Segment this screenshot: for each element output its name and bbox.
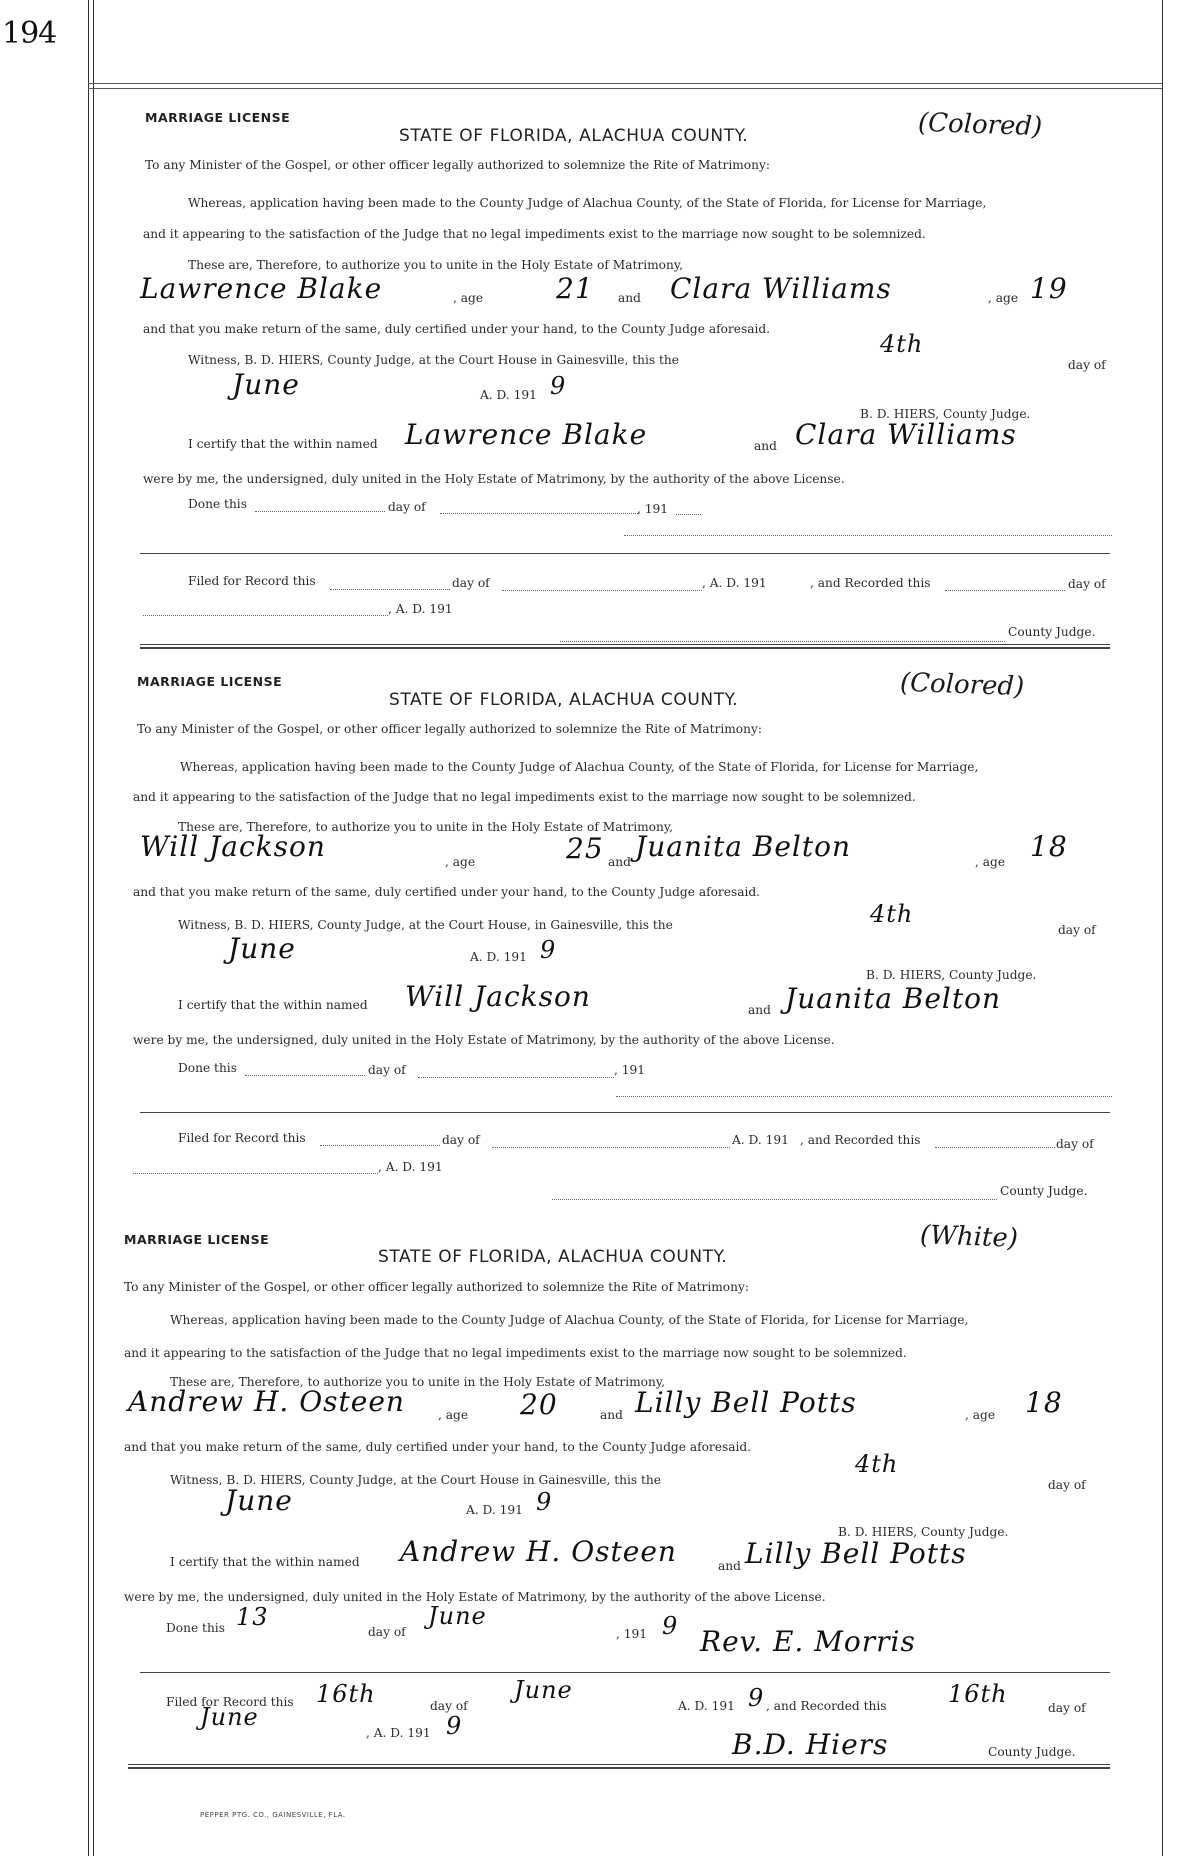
day-of-label: day of <box>1058 923 1096 937</box>
these-are-text: These are, Therefore, to authorize you to unite in the Holy Estate of Matrimony, <box>170 1375 665 1389</box>
certify-groom: Will Jackson <box>405 980 591 1013</box>
united-text: were by me, the undersigned, duly united in the Holy Estate of Matrimony, by the authority of the above License. <box>124 1590 826 1604</box>
bride-age: 18 <box>1025 1386 1063 1419</box>
judge-sign-line <box>552 1199 997 1200</box>
done-year-line <box>676 514 701 515</box>
recorded-year-digit: 9 <box>446 1712 463 1740</box>
county-judge-label: County Judge. <box>1000 1184 1088 1198</box>
united-text: were by me, the undersigned, duly united in the Holy Estate of Matrimony, by the authority of the above License. <box>133 1033 835 1047</box>
top-rule-2 <box>88 88 1162 89</box>
right-margin-line <box>1162 0 1163 1856</box>
section-divider <box>140 1672 1110 1673</box>
filed-label: Filed for Record this <box>166 1695 294 1709</box>
age-label: , age <box>438 1408 469 1422</box>
done-this-label: Done this <box>188 497 247 511</box>
return-text: and that you make return of the same, duly certified under your hand, to the County Judge aforesaid. <box>143 322 771 336</box>
day-of-label: day of <box>442 1133 480 1147</box>
done-month-line <box>418 1077 614 1078</box>
day-of-label: day of <box>1048 1701 1086 1715</box>
and-label: and <box>754 439 777 453</box>
appearing-text: and it appearing to the satisfaction of the Judge that no legal impediments exist to the marriage now sought to be solemnized. <box>133 790 916 804</box>
to-any-minister: To any Minister of the Gospel, or other officer legally authorized to solemnize the Rite of Matrimony: <box>137 722 762 736</box>
license-label: MARRIAGE LICENSE <box>124 1232 270 1247</box>
ad-label: A. D. 191 <box>480 388 537 402</box>
recorded-month-line <box>133 1173 378 1174</box>
issue-month: June <box>225 1484 293 1517</box>
state-title: STATE OF FLORIDA, ALACHUA COUNTY. <box>399 126 749 146</box>
groom-name: Will Jackson <box>140 830 326 863</box>
and-label: and <box>718 1559 741 1573</box>
state-title: STATE OF FLORIDA, ALACHUA COUNTY. <box>389 690 739 710</box>
done-year-digit: 9 <box>662 1612 679 1640</box>
recorded-label: , and Recorded this <box>766 1699 887 1713</box>
done-month-line <box>440 513 638 514</box>
issue-month: June <box>228 932 296 965</box>
state-title: STATE OF FLORIDA, ALACHUA COUNTY. <box>378 1247 728 1267</box>
united-text: were by me, the undersigned, duly united in the Holy Estate of Matrimony, by the authority of the above License. <box>143 472 845 486</box>
race-note: (Colored) <box>899 667 1025 703</box>
appearing-text: and it appearing to the satisfaction of the Judge that no legal impediments exist to the marriage now sought to be solemnized. <box>143 227 926 241</box>
witness-text: Witness, B. D. HIERS, County Judge, at the Court House in Gainesville, this the <box>188 353 679 367</box>
ad-label: A. D. 191 <box>466 1503 523 1517</box>
bride-name: Clara Williams <box>670 272 892 305</box>
county-judge-label: County Judge. <box>1008 625 1096 639</box>
year-label: , 191 <box>637 502 669 516</box>
license-divider <box>140 644 1110 649</box>
whereas-text: Whereas, application having been made to the County Judge of Alachua County, of the State of Florida, for License for Marriage, <box>188 196 987 210</box>
recorded-month: June <box>200 1703 259 1731</box>
ad-label: A. D. 191 <box>732 1133 789 1147</box>
filed-month-line <box>492 1147 730 1148</box>
issue-day: 4th <box>870 900 914 928</box>
recorded-day-line <box>945 590 1065 591</box>
day-of-label: day of <box>1068 577 1106 591</box>
certify-bride: Juanita Belton <box>785 982 1002 1015</box>
officiant-signature: Rev. E. Morris <box>700 1625 916 1658</box>
day-of-label: day of <box>452 576 490 590</box>
bottom-divider <box>128 1764 1110 1769</box>
top-rule <box>88 83 1162 84</box>
appearing-text: and it appearing to the satisfaction of the Judge that no legal impediments exist to the marriage now sought to be solemnized. <box>124 1346 907 1360</box>
recorded-label: , and Recorded this <box>810 576 931 590</box>
recorded-month-line <box>143 615 388 616</box>
certify-text: I certify that the within named <box>170 1555 360 1569</box>
left-margin-line <box>88 0 89 1856</box>
age-label: , age <box>445 855 476 869</box>
filed-day-line <box>320 1145 440 1146</box>
race-note: (White) <box>919 1220 1019 1254</box>
recorded-day: 16th <box>948 1680 1008 1708</box>
groom-age: 21 <box>556 272 594 305</box>
return-text: and that you make return of the same, duly certified under your hand, to the County Judge aforesaid. <box>133 885 761 899</box>
and-label: and <box>618 291 641 305</box>
year-label: , 191 <box>614 1063 646 1077</box>
to-any-minister: To any Minister of the Gospel, or other officer legally authorized to solemnize the Rite of Matrimony: <box>145 158 770 172</box>
bride-name: Lilly Bell Potts <box>635 1386 857 1419</box>
issue-year-digit: 9 <box>550 372 567 400</box>
witness-text: Witness, B. D. HIERS, County Judge, at the Court House in Gainesville, this the <box>170 1473 661 1487</box>
year-label: , 191 <box>616 1627 648 1641</box>
done-day: 13 <box>236 1603 269 1631</box>
judge-signature-line: B. D. HIERS, County Judge. <box>838 1525 1009 1539</box>
to-any-minister: To any Minister of the Gospel, or other officer legally authorized to solemnize the Rite of Matrimony: <box>124 1280 749 1294</box>
done-this-label: Done this <box>178 1061 237 1075</box>
filed-day: 16th <box>316 1680 376 1708</box>
groom-name: Andrew H. Osteen <box>128 1385 405 1418</box>
groom-age: 20 <box>520 1388 558 1421</box>
whereas-text: Whereas, application having been made to the County Judge of Alachua County, of the State of Florida, for License for Marriage, <box>180 760 979 774</box>
section-divider <box>140 1112 1110 1113</box>
groom-name: Lawrence Blake <box>140 272 383 305</box>
certify-text: I certify that the within named <box>178 998 368 1012</box>
groom-age: 25 <box>566 832 604 865</box>
ad-label: , A. D. 191 <box>388 602 453 616</box>
day-of-label: day of <box>368 1625 406 1639</box>
witness-text: Witness, B. D. HIERS, County Judge, at the Court House, in Gainesville, this the <box>178 918 673 932</box>
judge-sign-line <box>560 641 1005 642</box>
left-margin-line-2 <box>93 0 94 1856</box>
bride-name: Juanita Belton <box>635 830 852 863</box>
ad-label: A. D. 191 <box>678 1699 735 1713</box>
printer-credit: PEPPER PTG. CO., GAINESVILLE, FLA. <box>200 1811 346 1819</box>
done-month: June <box>428 1602 487 1630</box>
judge-signature-line: B. D. HIERS, County Judge. <box>866 968 1037 982</box>
day-of-label: day of <box>1048 1478 1086 1492</box>
age-label: , age <box>965 1408 996 1422</box>
filed-month-line <box>502 590 702 591</box>
officiant-line <box>624 535 1112 536</box>
and-label: and <box>748 1003 771 1017</box>
day-of-label: day of <box>430 1699 468 1713</box>
county-judge-label: County Judge. <box>988 1745 1076 1759</box>
section-divider <box>140 553 1110 554</box>
age-label: , age <box>975 855 1006 869</box>
done-this-label: Done this <box>166 1621 225 1635</box>
whereas-text: Whereas, application having been made to the County Judge of Alachua County, of the State of Florida, for License for Marriage, <box>170 1313 969 1327</box>
officiant-line <box>616 1096 1112 1097</box>
ad-label: , A. D. 191 <box>366 1726 431 1740</box>
these-are-text: These are, Therefore, to authorize you to unite in the Holy Estate of Matrimony, <box>188 258 683 272</box>
certify-bride: Lilly Bell Potts <box>745 1537 967 1570</box>
filed-year-digit: 9 <box>748 1684 765 1712</box>
day-of-label: day of <box>1068 358 1106 372</box>
page-number: 194 <box>2 16 57 51</box>
certify-bride: Clara Williams <box>795 418 1017 451</box>
certify-groom: Andrew H. Osteen <box>400 1535 677 1568</box>
day-of-label: day of <box>368 1063 406 1077</box>
judge-signature-line: B. D. HIERS, County Judge. <box>860 407 1031 421</box>
judge-signature: B.D. Hiers <box>732 1728 889 1761</box>
bride-age: 18 <box>1030 830 1068 863</box>
filed-month: June <box>514 1676 573 1704</box>
race-note: (Colored) <box>917 107 1043 143</box>
bride-age: 19 <box>1030 272 1068 305</box>
recorded-label: , and Recorded this <box>800 1133 921 1147</box>
filed-day-line <box>330 589 450 590</box>
these-are-text: These are, Therefore, to authorize you to unite in the Holy Estate of Matrimony, <box>178 820 673 834</box>
ad-label: , A. D. 191 <box>702 576 767 590</box>
done-day-line <box>255 511 385 512</box>
license-label: MARRIAGE LICENSE <box>137 674 283 689</box>
filed-label: Filed for Record this <box>178 1131 306 1145</box>
return-text: and that you make return of the same, duly certified under your hand, to the County Judge aforesaid. <box>124 1440 752 1454</box>
issue-year-digit: 9 <box>540 936 557 964</box>
age-label: , age <box>988 291 1019 305</box>
issue-month: June <box>232 368 300 401</box>
issue-day: 4th <box>855 1450 899 1478</box>
issue-day: 4th <box>880 330 924 358</box>
day-of-label: day of <box>388 500 426 514</box>
and-label: and <box>600 1408 623 1422</box>
certify-text: I certify that the within named <box>188 437 378 451</box>
ad-label: A. D. 191 <box>470 950 527 964</box>
age-label: , age <box>453 291 484 305</box>
certify-groom: Lawrence Blake <box>405 418 648 451</box>
filed-label: Filed for Record this <box>188 574 316 588</box>
recorded-day-line <box>935 1147 1055 1148</box>
day-of-label: day of <box>1056 1137 1094 1151</box>
issue-year-digit: 9 <box>536 1488 553 1516</box>
ad-label: , A. D. 191 <box>378 1160 443 1174</box>
license-label: MARRIAGE LICENSE <box>145 110 291 125</box>
done-day-line <box>245 1075 365 1076</box>
and-label: and <box>608 855 631 869</box>
